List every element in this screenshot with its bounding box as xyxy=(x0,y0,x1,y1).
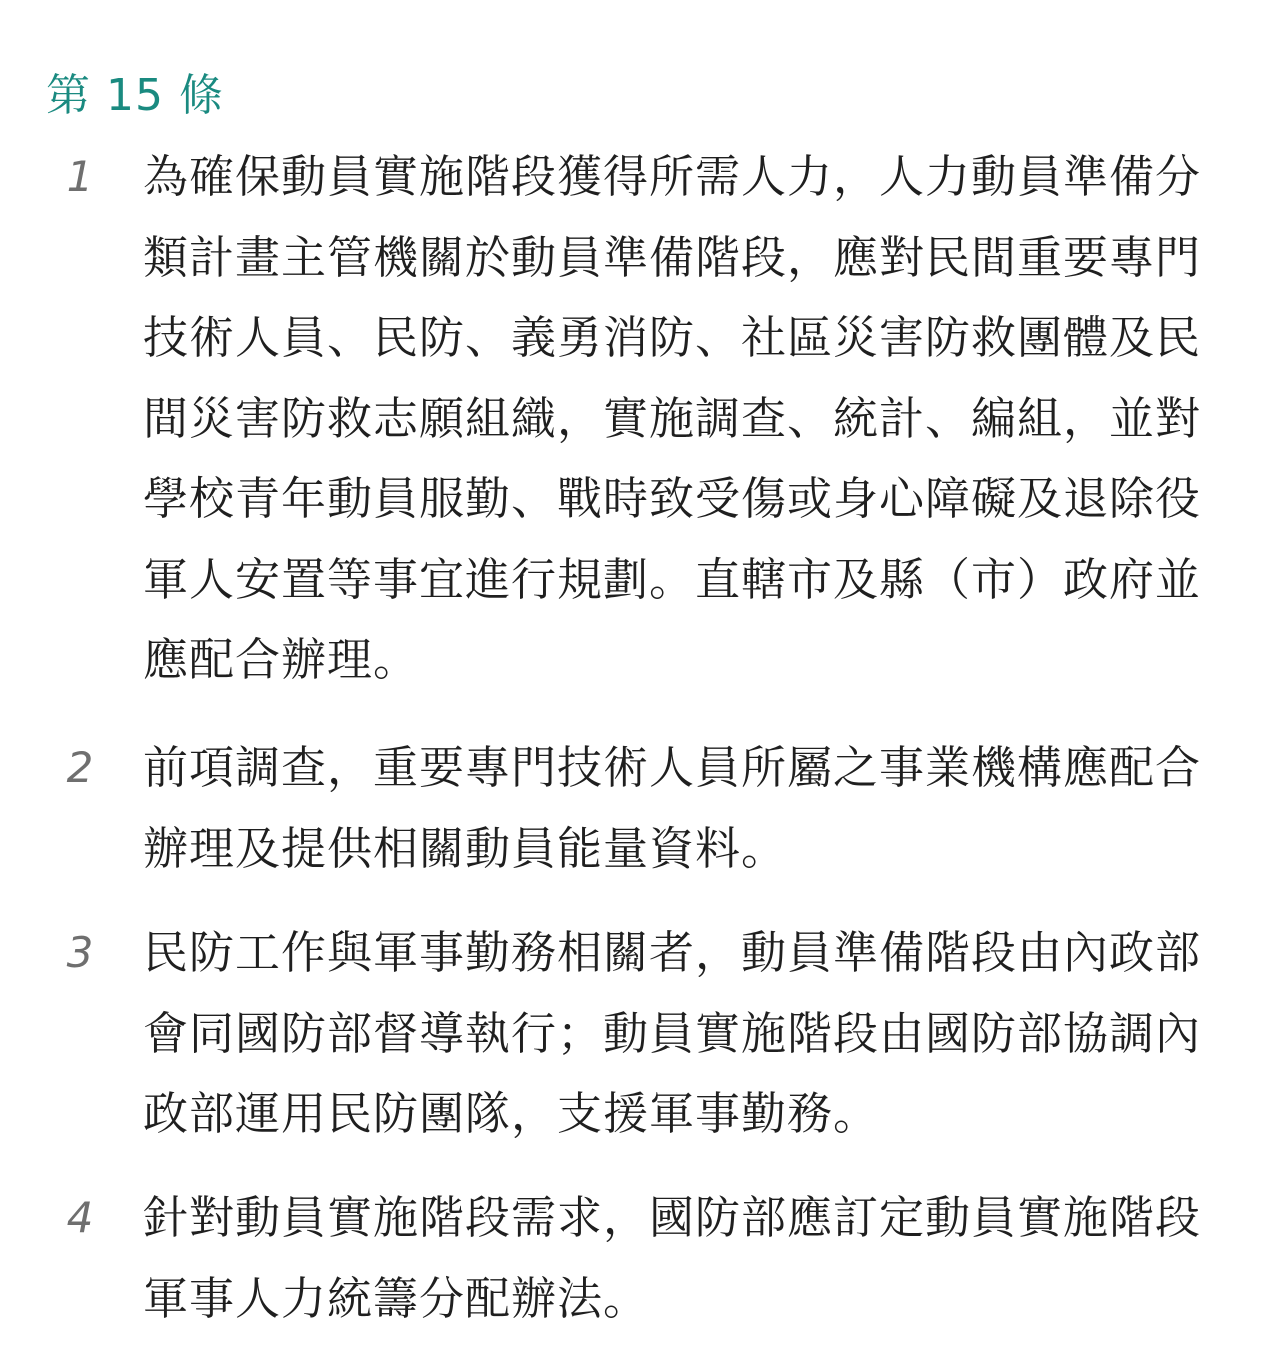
paragraph-number: 4 xyxy=(66,1193,94,1242)
paragraph-text: 前項調查，重要專門技術人員所屬之事業機構應配合辦理及提供相關動員能量資料。 xyxy=(143,741,1202,875)
paragraph-text: 為確保動員實施階段獲得所需人力，人力動員準備分類計畫主管機關於動員準備階段，應對民間重要專門技術人員、民防、義勇消防、社區災害防救團體及民間災害防救志願組織，實施調查、統計、編組，並對學校青年動員服勤、戰時致受傷或身心障礙及退除役軍人安置等事宜進行規劃。直轄市及縣（市）政府並應配合辦理。 xyxy=(143,150,1202,686)
paragraph-text: 針對動員實施階段需求，國防部應訂定動員實施階段軍事人力統籌分配辦法。 xyxy=(143,1191,1202,1325)
article-title: 第 15 條 xyxy=(46,70,224,121)
paragraph-number: 1 xyxy=(66,152,94,201)
paragraph-text: 民防工作與軍事勤務相關者，動員準備階段由內政部會同國防部督導執行；動員實施階段由國防部協調內政部運用民防團隊，支援軍事勤務。 xyxy=(143,926,1202,1140)
paragraph-number: 3 xyxy=(66,928,94,977)
paragraph-number: 2 xyxy=(66,743,94,792)
